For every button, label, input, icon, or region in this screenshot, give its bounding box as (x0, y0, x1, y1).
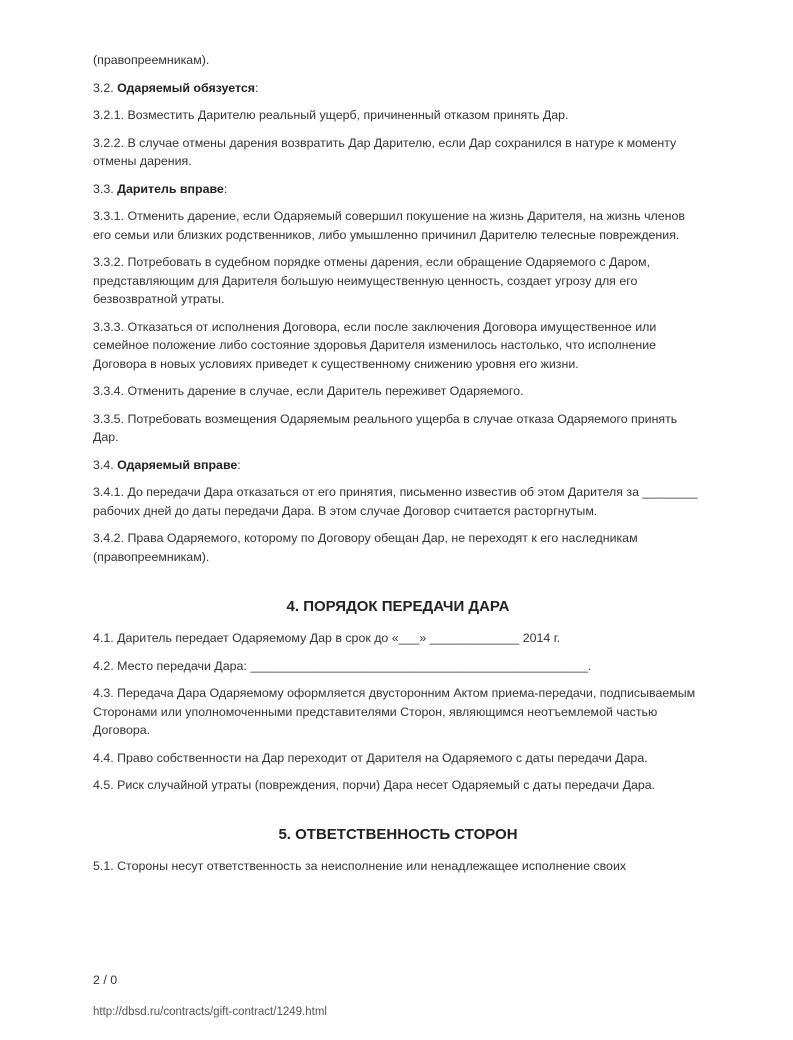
clause-3-3-3: 3.3.3. Отказаться от исполнения Договора, если после заключения Договора имущественное или семейное положение либо состояние здоровья Дарителя изменилось настолько, что исполнение Договора в новых условиях приведет к существенному снижению уровня его жизни. (93, 319, 657, 371)
clause-3-3-4: 3.3.4. Отменить дарение в случае, если Даритель переживет Одаряемого. (93, 384, 524, 398)
clause-3-3-heading: Даритель вправе (117, 181, 224, 196)
clause-3-3-5: 3.3.5. Потребовать возмещения Одаряемым реального ущерба в случае отказа Одаряемого принять Дар. (93, 411, 678, 444)
clause-4-3: 4.3. Передача Дара Одаряемому оформляется двусторонним Актом приема-передачи, подписываемым Сторонами или уполномоченными представителями Сторон, являющимся неотъемлемой частью Договора. (93, 686, 696, 737)
clause-3-2-2: 3.2.2. В случае отмены дарения возвратить Дар Дарителю, если Дар сохранился в натуре к моменту отмены дарения. (93, 135, 677, 168)
clause-3-2-heading: Одаряемый обязуется (117, 80, 255, 95)
clause-4-2: 4.2. Место передачи Дара: _________________________________________________. (93, 658, 592, 673)
clause-3-4-1: 3.4.1. До передачи Дара отказаться от его принятия, письменно известив об этом Дарителя за ________ рабочих дней до даты передачи Дара. В этом случае Договор считается расторгнутым. (93, 485, 698, 518)
clause-4-5: 4.5. Риск случайной утраты (повреждения, порчи) Дара несет Одаряемый с даты передачи Дара. (93, 778, 656, 792)
clause-3-4 (93, 456, 703, 475)
clause-3-3-1: 3.3.1. Отменить дарение, если Одаряемый совершил покушение на жизнь Дарителя, на жизнь членов его семьи или близких родственников, либо умышленно причинил Дарителю телесные повреждения. (93, 209, 685, 242)
clause-3-2-colon: : (255, 80, 259, 95)
clause-3-4-heading: Одаряемый вправе (117, 457, 238, 472)
page-number: 2 / 0 (93, 973, 118, 987)
clause-3-2 (93, 79, 703, 98)
clause-3-4-colon: : (237, 457, 241, 472)
clause-3-3-number: 3.3. (93, 181, 118, 196)
document-body (93, 51, 703, 884)
clause-4-4: 4.4. Право собственности на Дар переходит от Дарителя на Одаряемого с даты передачи Дара. (93, 750, 648, 765)
clause-5-1: 5.1. Стороны несут ответственность за неисполнение или ненадлежащее исполнение своих (93, 858, 627, 873)
section-5-heading: 5. ОТВЕТСТВЕННОСТЬ СТОРОН (278, 825, 518, 843)
clause-3-3-colon: : (223, 181, 228, 196)
source-url: http://dbsd.ru/contracts/gift-contract/1249.html (93, 1006, 327, 1018)
section-4-heading: 4. ПОРЯДОК ПЕРЕДАЧИ ДАРА (286, 598, 510, 615)
clause-4-1: 4.1. Даритель передает Одаряемому Дар в срок до «___» _____________ 2014 г. (93, 631, 561, 645)
clause-3-3 (93, 180, 703, 199)
clause-3-4-number: 3.4. (93, 457, 118, 472)
clause-3-2-number: 3.2. (93, 80, 118, 95)
clause-3-2-1: 3.2.1. Возместить Дарителю реальный ущерб, причиненный отказом принять Дар. (93, 108, 569, 122)
paragraph-continuation: (правопреемникам). (93, 53, 210, 67)
clause-3-4-2: 3.4.2. Права Одаряемого, которому по Договору обещан Дар, не переходят к его наследникам (правопреемникам). (93, 531, 638, 564)
clause-3-3-2: 3.3.2. Потребовать в судебном порядке отмены дарения, если обращение Одаряемого с Даром, представляющим для Дарителя большую неимущественную ценность, создает угрозу для его безвозвратной утраты. (93, 255, 651, 306)
